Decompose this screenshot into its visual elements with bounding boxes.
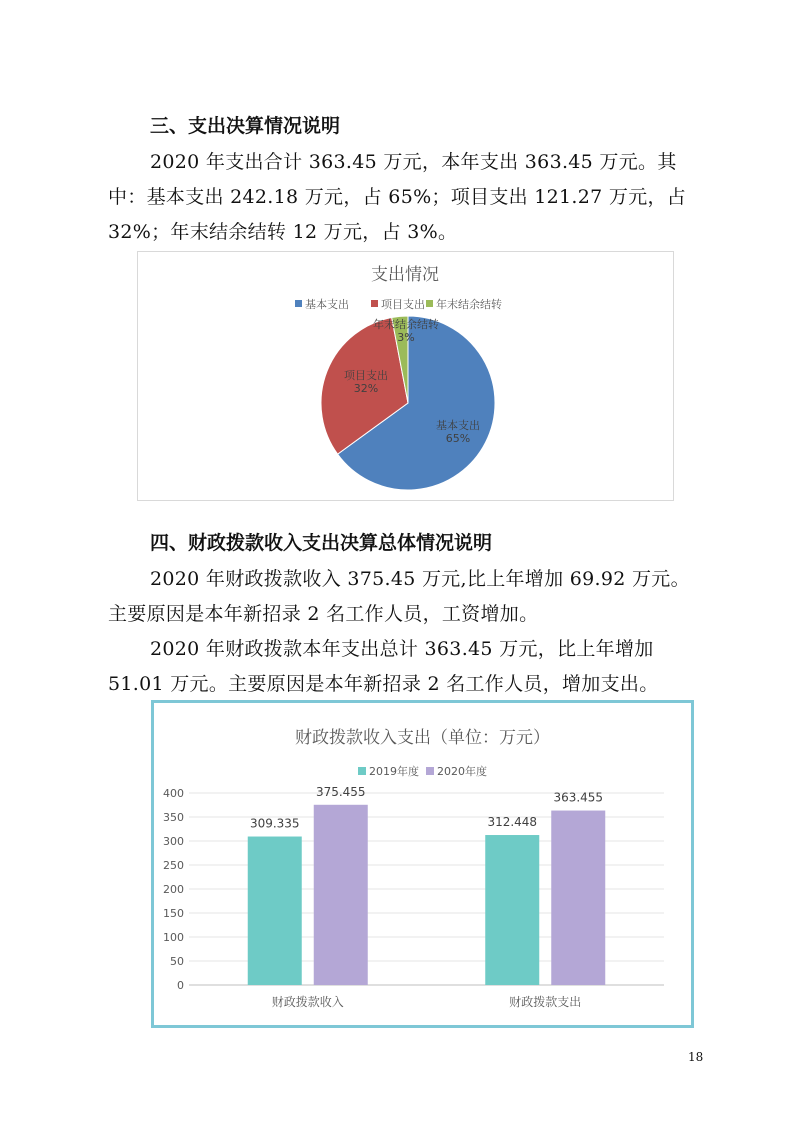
bar-y-tick-label: 150 [163, 907, 184, 920]
bar-2020 [551, 811, 605, 985]
pie-legend-label: 项目支出 [381, 298, 425, 311]
bar-y-tick-label: 300 [163, 835, 184, 848]
section3-line-1: 2020 年支出合计 363.45 万元，本年支出 363.45 万元。其 [150, 151, 677, 173]
bar-2019 [485, 835, 539, 985]
bar-legend-label: 2019年度 [369, 765, 419, 778]
pie-data-label: 年末结余结转 3% [373, 318, 439, 344]
bar-y-tick-label: 200 [163, 883, 184, 896]
pie-legend-label: 基本支出 [305, 298, 349, 311]
section3-heading: 三、支出决算情况说明 [150, 115, 341, 137]
bar-y-tick-label: 250 [163, 859, 184, 872]
bar-data-label: 312.448 [487, 815, 538, 830]
bar-data-label: 375.455 [315, 784, 366, 799]
bar-chart [154, 703, 691, 1025]
pie-chart [138, 252, 673, 500]
pie-data-label: 基本支出 65% [436, 419, 480, 445]
bar-y-tick-label: 50 [170, 955, 184, 968]
pie-legend-swatch [371, 300, 378, 307]
bar-2019 [248, 837, 302, 985]
bar-y-tick-label: 350 [163, 811, 184, 824]
pie-title: 支出情况 [371, 265, 439, 285]
bar-y-tick-label: 0 [177, 979, 184, 992]
bar-x-tick-label: 财政拨款支出 [509, 995, 582, 1009]
pie-legend-swatch [426, 300, 433, 307]
section4-heading: 四、财政拨款收入支出决算总体情况说明 [150, 532, 493, 554]
bar-data-label: 309.335 [249, 816, 300, 831]
bar-2020 [314, 805, 368, 985]
section3-line-2: 中：基本支出 242.18 万元，占 65%；项目支出 121.27 万元，占 [108, 186, 687, 208]
pie-legend-swatch [295, 300, 302, 307]
bar-legend-swatch [426, 767, 434, 775]
section3-line-3: 32%；年末结余结转 12 万元，占 3%。 [108, 221, 458, 243]
bar-title: 财政拨款收入支出（单位：万元） [295, 728, 550, 748]
pie-data-label: 项目支出 32% [344, 369, 388, 395]
bar-chart-container [151, 700, 694, 1028]
bar-y-tick-label: 100 [163, 931, 184, 944]
bar-legend-label: 2020年度 [437, 765, 487, 778]
bar-data-label: 363.455 [553, 790, 604, 805]
section4-line-2: 主要原因是本年新招录 2 名工作人员，工资增加。 [108, 603, 539, 625]
bar-legend-swatch [358, 767, 366, 775]
bar-y-tick-label: 400 [163, 787, 184, 800]
pie-chart-container [137, 251, 674, 501]
section4-line-1: 2020 年财政拨款收入 375.45 万元,比上年增加 69.92 万元。 [150, 568, 690, 590]
page-number: 18 [688, 1050, 704, 1064]
bar-x-tick-label: 财政拨款收入 [271, 995, 344, 1009]
section4-line-4: 51.01 万元。主要原因是本年新招录 2 名工作人员，增加支出。 [108, 673, 659, 695]
section4-line-3: 2020 年财政拨款本年支出总计 363.45 万元，比上年增加 [150, 638, 654, 660]
pie-legend-label: 年末结余结转 [436, 298, 502, 311]
